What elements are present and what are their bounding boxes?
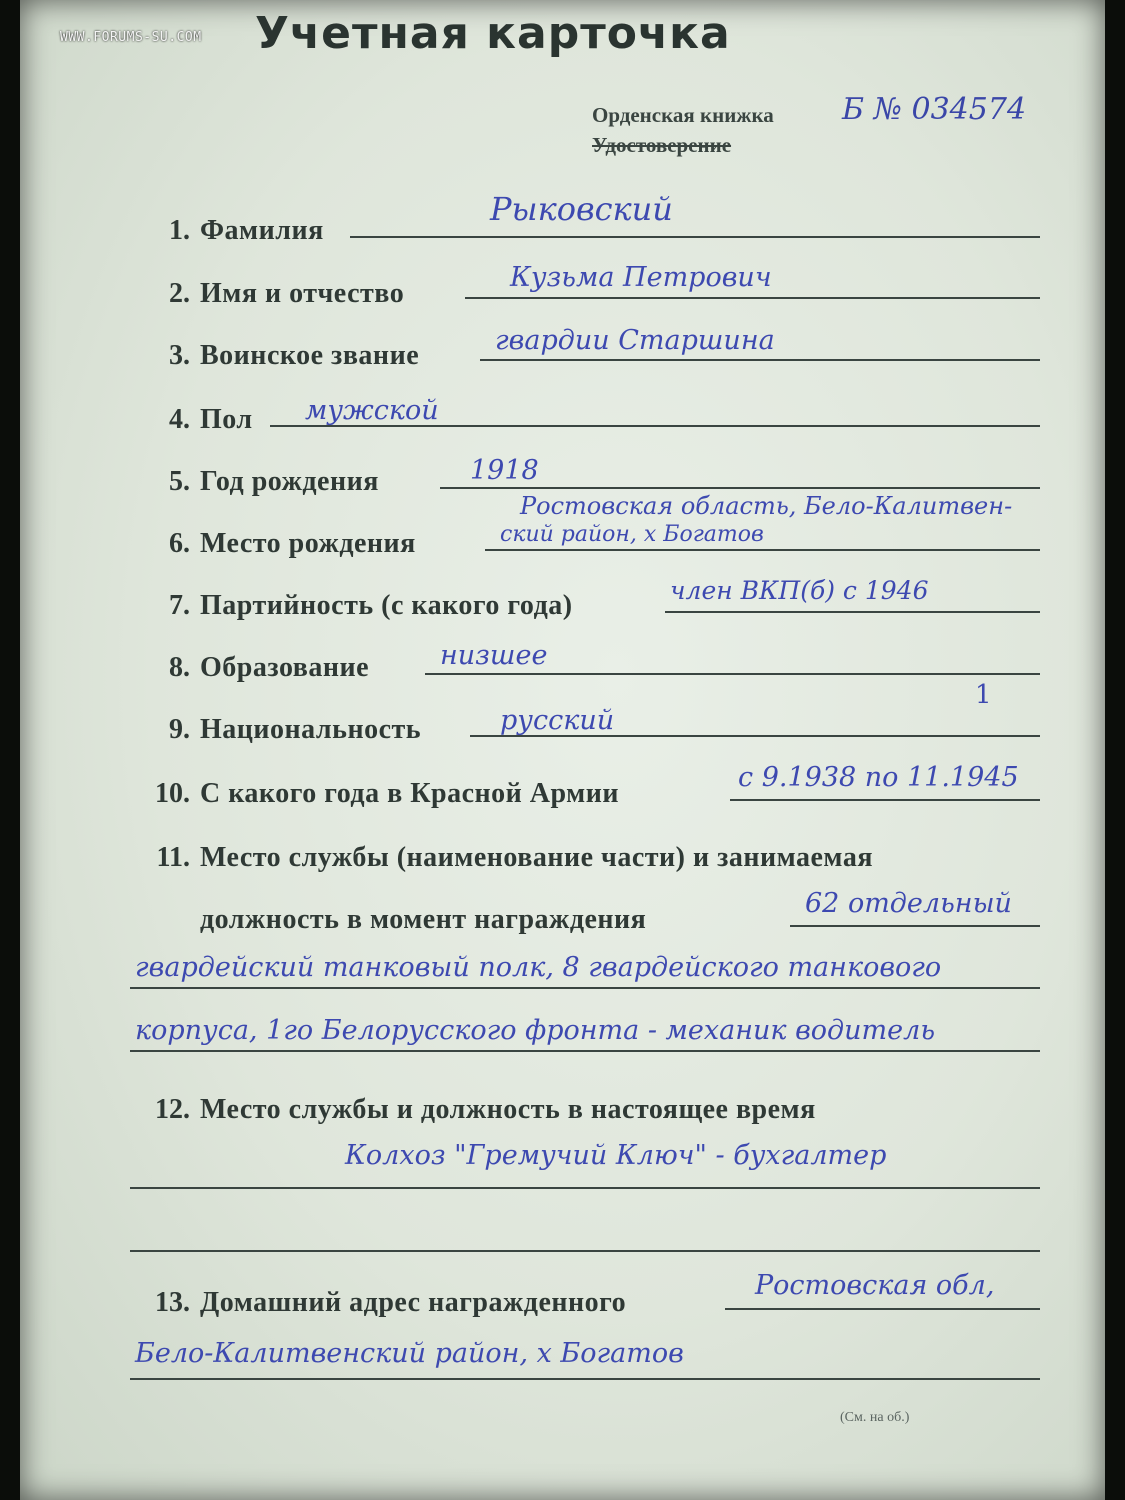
field-label: Фамилия xyxy=(200,215,324,246)
field-label: Место службы и должность в настоящее время xyxy=(200,1094,816,1125)
field-label: Имя и отчество xyxy=(200,278,405,309)
fill-line xyxy=(465,297,1040,299)
field-label: Пол xyxy=(200,404,253,435)
book-number: Б № 034574 xyxy=(842,92,1027,127)
field-number: 8. xyxy=(169,652,190,683)
value-service-place: 62 отдельный xyxy=(805,888,1012,919)
value-rank: гвардии Старшина xyxy=(495,325,775,356)
field-label-cont: должность в момент награждения xyxy=(200,904,647,935)
field-number: 5. xyxy=(169,466,190,497)
value-nationality: русский xyxy=(500,705,615,736)
field-number: 7. xyxy=(169,590,190,621)
field-label: Национальность xyxy=(200,714,422,745)
field-label: Домашний адрес награжденного xyxy=(200,1287,627,1318)
fill-line xyxy=(130,1378,1040,1380)
value-name: Кузьма Петрович xyxy=(510,262,772,293)
fill-line xyxy=(485,549,1040,551)
field-label: Образование xyxy=(200,652,370,683)
value-education: низшее xyxy=(440,640,548,671)
field-service-place xyxy=(130,842,1040,874)
value-service-place-cont2: корпуса, 1го Белорусского фронта - механик водитель xyxy=(135,1015,936,1046)
margin-mark: 1 xyxy=(975,680,992,710)
fill-line xyxy=(425,673,1040,675)
field-number: 2. xyxy=(169,278,190,309)
fill-line xyxy=(350,236,1040,238)
value-home-address: Ростовская обл, xyxy=(755,1270,995,1301)
book-label-certificate: Удостоверение xyxy=(592,133,732,157)
field-number: 13. xyxy=(155,1287,190,1318)
value-surname: Рыковский xyxy=(490,190,673,228)
field-label: Воинское звание xyxy=(200,340,420,371)
value-army-since: с 9.1938 по 11.1945 xyxy=(738,762,1019,793)
field-number: 9. xyxy=(169,714,190,745)
book-line xyxy=(592,92,1027,160)
field-number: 11. xyxy=(156,842,190,873)
field-label: Место службы (наименование части) и занимаемая xyxy=(200,842,873,873)
fill-line xyxy=(130,1050,1040,1052)
fill-line xyxy=(665,611,1040,613)
field-label: С какого года в Красной Армии xyxy=(200,778,619,809)
fill-line xyxy=(480,359,1040,361)
book-label-order: Орденская книжка xyxy=(592,103,774,127)
field-sex xyxy=(130,404,1040,436)
fill-line xyxy=(790,925,1040,927)
field-number: 3. xyxy=(169,340,190,371)
fill-line xyxy=(440,487,1040,489)
field-number: 4. xyxy=(169,404,190,435)
field-label: Место рождения xyxy=(200,528,416,559)
value-sex: мужской xyxy=(305,395,439,426)
field-education xyxy=(130,652,1040,684)
value-birth-year: 1918 xyxy=(470,455,539,486)
watermark: WWW.FORUMS-SU.COM xyxy=(60,30,202,45)
fill-line xyxy=(725,1308,1040,1310)
field-label: Год рождения xyxy=(200,466,379,497)
fill-line xyxy=(130,1250,1040,1252)
field-number: 10. xyxy=(155,778,190,809)
value-birth-place: Ростовская область, Бело-Калитвен- xyxy=(520,492,1013,520)
registration-card xyxy=(20,0,1105,1500)
fill-line xyxy=(130,987,1040,989)
field-label: Партийность (с какого года) xyxy=(200,590,573,621)
value-party: член ВКП(б) с 1946 xyxy=(670,576,929,605)
card-title: Учетная карточка xyxy=(255,8,731,59)
value-birth-place-cont: ский район, х Богатов xyxy=(500,522,764,547)
field-number: 6. xyxy=(169,528,190,559)
value-home-address-cont: Бело-Калитвенский район, х Богатов xyxy=(135,1338,684,1369)
value-current-service: Колхоз "Гремучий Ключ" - бухгалтер xyxy=(345,1140,887,1171)
fill-line xyxy=(730,799,1040,801)
fill-line xyxy=(130,1187,1040,1189)
field-number: 12. xyxy=(155,1094,190,1125)
value-service-place-cont: гвардейский танковый полк, 8 гвардейского танкового xyxy=(135,952,942,983)
field-number: 1. xyxy=(169,215,190,246)
footnote: (См. на об.) xyxy=(840,1410,910,1425)
field-current-service xyxy=(130,1094,1040,1126)
